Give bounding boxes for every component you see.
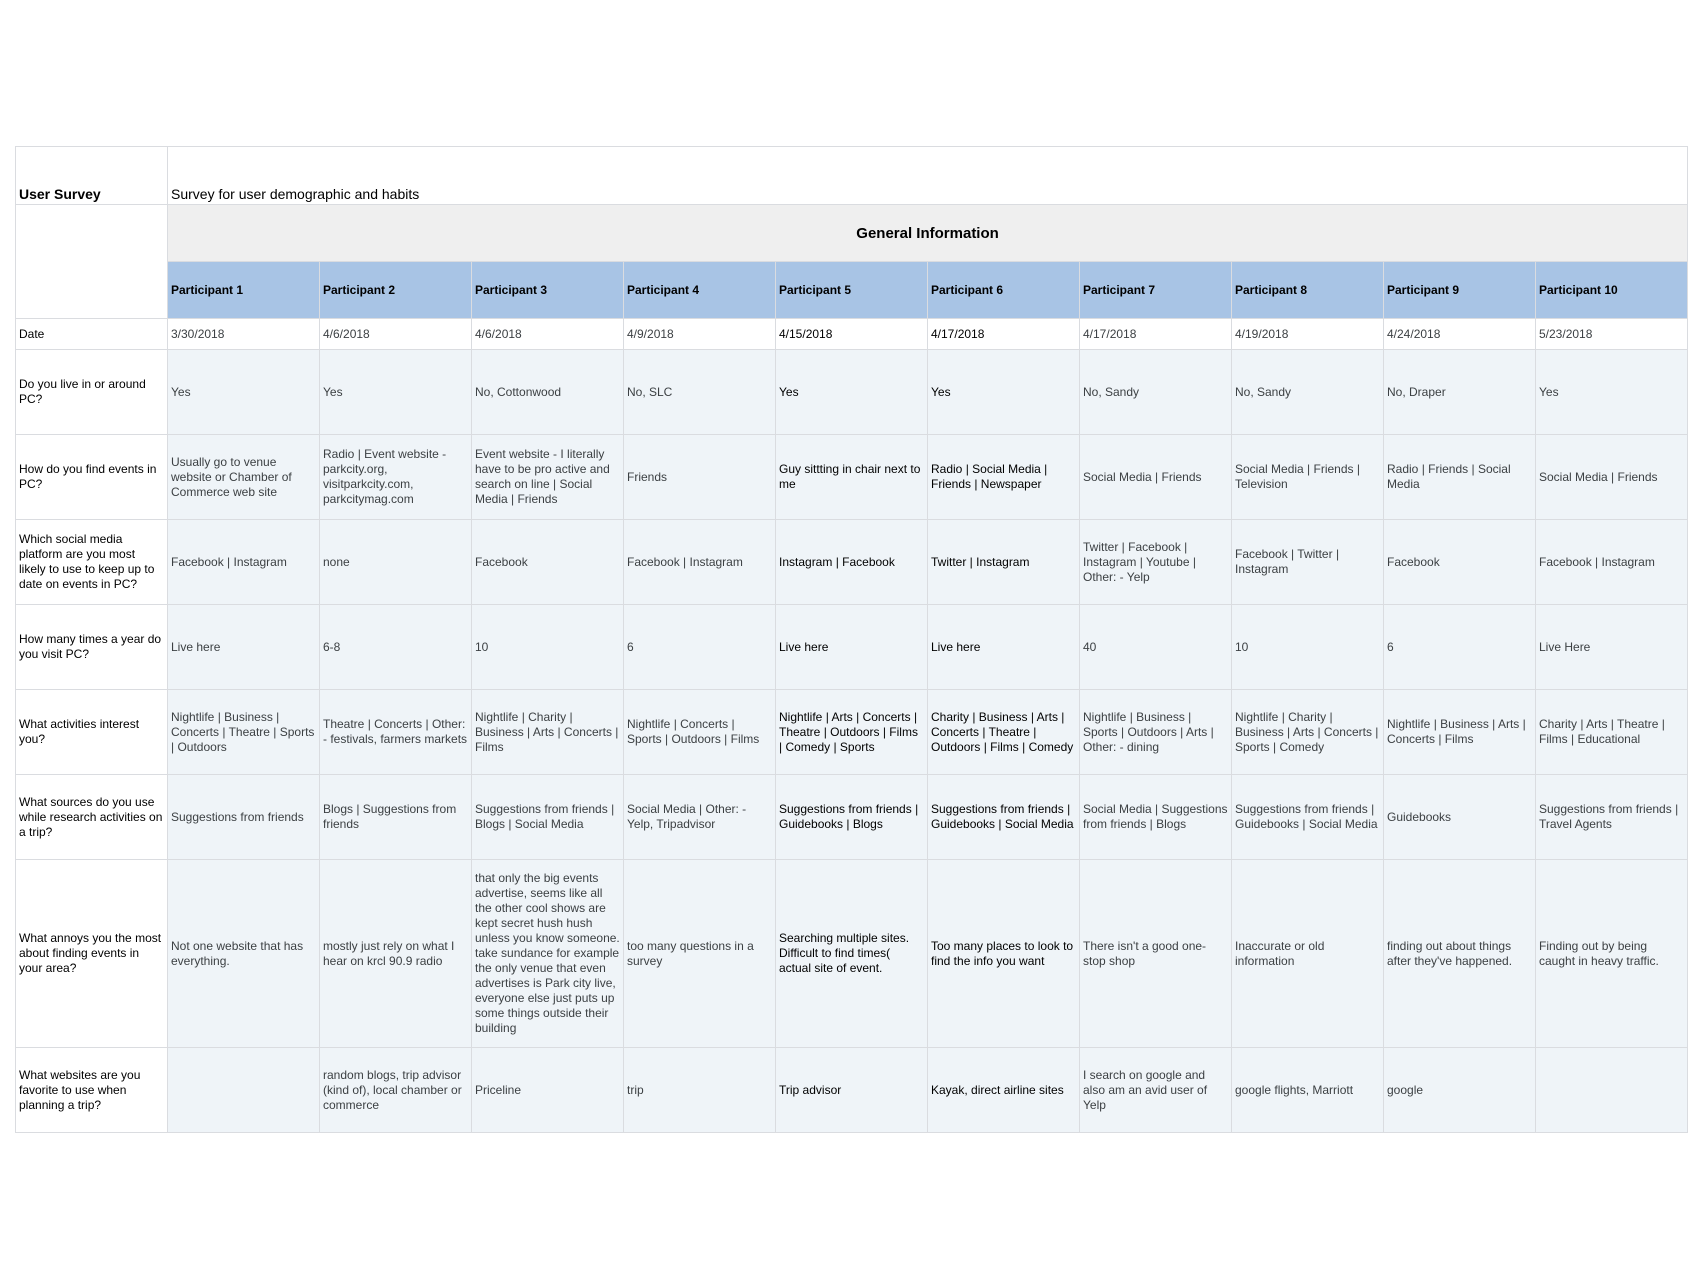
answer-cell: Social Media | Friends | Television bbox=[1232, 435, 1384, 520]
answer-cell: 40 bbox=[1080, 605, 1232, 690]
answer-cell: Facebook | Twitter | Instagram bbox=[1232, 520, 1384, 605]
table-row bbox=[16, 350, 1688, 435]
answer-cell: Social Media | Other: - Yelp, Tripadvisor bbox=[624, 775, 776, 860]
answer-cell: Radio | Event website - parkcity.org, visitparkcity.com, parkcitymag.com bbox=[320, 435, 472, 520]
participant-header-9: Participant 9 bbox=[1384, 262, 1536, 319]
answer-cell: trip bbox=[624, 1048, 776, 1133]
answer-cell: Suggestions from friends | Guidebooks | Social Media bbox=[928, 775, 1080, 860]
answer-cell: 3/30/2018 bbox=[168, 319, 320, 350]
table-row bbox=[16, 775, 1688, 860]
answer-cell: 4/9/2018 bbox=[624, 319, 776, 350]
answer-cell: Live Here bbox=[1536, 605, 1688, 690]
corner-cell bbox=[16, 205, 168, 319]
answer-cell: 4/19/2018 bbox=[1232, 319, 1384, 350]
answer-cell: 4/17/2018 bbox=[928, 319, 1080, 350]
answer-cell bbox=[168, 1048, 320, 1133]
answer-cell: Charity | Arts | Theatre | Films | Educational bbox=[1536, 690, 1688, 775]
section-header: General Information bbox=[168, 205, 1688, 262]
answer-cell: 5/23/2018 bbox=[1536, 319, 1688, 350]
answer-cell: Event website - I literally have to be pro active and search on line | Social Media | Friends bbox=[472, 435, 624, 520]
answer-cell: 10 bbox=[1232, 605, 1384, 690]
answer-cell: 10 bbox=[472, 605, 624, 690]
question-cell: Do you live in or around PC? bbox=[16, 350, 168, 435]
answer-cell: 4/6/2018 bbox=[320, 319, 472, 350]
table-row bbox=[16, 319, 1688, 350]
title-row bbox=[16, 147, 1688, 205]
answer-cell: Friends bbox=[624, 435, 776, 520]
answer-cell: Yes bbox=[320, 350, 472, 435]
answer-cell: Suggestions from friends bbox=[168, 775, 320, 860]
question-cell: What sources do you use while research activities on a trip? bbox=[16, 775, 168, 860]
answer-cell: Usually go to venue website or Chamber of Commerce web site bbox=[168, 435, 320, 520]
answer-cell: Nightlife | Business | Arts | Concerts | Films bbox=[1384, 690, 1536, 775]
answer-cell: Social Media | Friends bbox=[1536, 435, 1688, 520]
answer-cell: none bbox=[320, 520, 472, 605]
answer-cell: finding out about things after they've happened. bbox=[1384, 860, 1536, 1048]
table-row bbox=[16, 1048, 1688, 1133]
answer-cell: Radio | Social Media | Friends | Newspaper bbox=[928, 435, 1080, 520]
answer-cell: Kayak, direct airline sites bbox=[928, 1048, 1080, 1133]
answer-cell: No, Sandy bbox=[1232, 350, 1384, 435]
answer-cell: Nightlife | Business | Sports | Outdoors | Arts | Other: - dining bbox=[1080, 690, 1232, 775]
answer-cell: 4/15/2018 bbox=[776, 319, 928, 350]
answer-cell: Nightlife | Concerts | Sports | Outdoors | Films bbox=[624, 690, 776, 775]
question-cell: What websites are you favorite to use when planning a trip? bbox=[16, 1048, 168, 1133]
answer-cell: Nightlife | Business | Concerts | Theatre | Sports | Outdoors bbox=[168, 690, 320, 775]
question-cell: How many times a year do you visit PC? bbox=[16, 605, 168, 690]
answer-cell: Trip advisor bbox=[776, 1048, 928, 1133]
answer-cell: Social Media | Suggestions from friends | Blogs bbox=[1080, 775, 1232, 860]
answer-cell: 4/6/2018 bbox=[472, 319, 624, 350]
answer-cell: Inaccurate or old information bbox=[1232, 860, 1384, 1048]
participant-header-8: Participant 8 bbox=[1232, 262, 1384, 319]
answer-cell: There isn't a good one-stop shop bbox=[1080, 860, 1232, 1048]
answer-cell: Instagram | Facebook bbox=[776, 520, 928, 605]
survey-subtitle: Survey for user demographic and habits bbox=[168, 147, 1688, 205]
section-row bbox=[16, 205, 1688, 262]
answer-cell: Nightlife | Charity | Business | Arts | Concerts | Sports | Comedy bbox=[1232, 690, 1384, 775]
question-cell: What activities interest you? bbox=[16, 690, 168, 775]
answer-cell: 6-8 bbox=[320, 605, 472, 690]
answer-cell: random blogs, trip advisor (kind of), local chamber or commerce bbox=[320, 1048, 472, 1133]
answer-cell: Facebook | Instagram bbox=[168, 520, 320, 605]
answer-cell: Searching multiple sites. Difficult to find times( actual site of event. bbox=[776, 860, 928, 1048]
table-row bbox=[16, 520, 1688, 605]
participant-header-10: Participant 10 bbox=[1536, 262, 1688, 319]
table-row bbox=[16, 690, 1688, 775]
answer-cell: No, Draper bbox=[1384, 350, 1536, 435]
answer-cell: Radio | Friends | Social Media bbox=[1384, 435, 1536, 520]
question-cell: Date bbox=[16, 319, 168, 350]
participant-header-7: Participant 7 bbox=[1080, 262, 1232, 319]
answer-cell: Priceline bbox=[472, 1048, 624, 1133]
answer-cell: Suggestions from friends | Blogs | Social Media bbox=[472, 775, 624, 860]
answer-cell: Twitter | Instagram bbox=[928, 520, 1080, 605]
answer-cell: Facebook bbox=[1384, 520, 1536, 605]
answer-cell: google bbox=[1384, 1048, 1536, 1133]
answer-cell: 6 bbox=[624, 605, 776, 690]
answer-cell: Suggestions from friends | Guidebooks | Social Media bbox=[1232, 775, 1384, 860]
answer-cell: 4/17/2018 bbox=[1080, 319, 1232, 350]
survey-table bbox=[15, 146, 1688, 1133]
answer-cell: Yes bbox=[776, 350, 928, 435]
table-row bbox=[16, 860, 1688, 1048]
answer-cell: Suggestions from friends | Travel Agents bbox=[1536, 775, 1688, 860]
answer-cell: that only the big events advertise, seems like all the other cool shows are kept secret hush hush unless you know someone. take sundance for example the only venue that even advertises is Park city live, everyone else just puts up some things outside their building bbox=[472, 860, 624, 1048]
participant-header-2: Participant 2 bbox=[320, 262, 472, 319]
answer-cell: 6 bbox=[1384, 605, 1536, 690]
answer-cell: Yes bbox=[1536, 350, 1688, 435]
answer-cell: Charity | Business | Arts | Concerts | Theatre | Outdoors | Films | Comedy bbox=[928, 690, 1080, 775]
answer-cell bbox=[1536, 1048, 1688, 1133]
answer-cell: Guy sittting in chair next to me bbox=[776, 435, 928, 520]
participant-header-5: Participant 5 bbox=[776, 262, 928, 319]
participant-header-4: Participant 4 bbox=[624, 262, 776, 319]
answer-cell: Blogs | Suggestions from friends bbox=[320, 775, 472, 860]
participant-header-3: Participant 3 bbox=[472, 262, 624, 319]
answer-cell: mostly just rely on what I hear on krcl 90.9 radio bbox=[320, 860, 472, 1048]
answer-cell: Guidebooks bbox=[1384, 775, 1536, 860]
answer-cell: Facebook bbox=[472, 520, 624, 605]
answer-cell: No, SLC bbox=[624, 350, 776, 435]
question-cell: What annoys you the most about finding events in your area? bbox=[16, 860, 168, 1048]
answer-cell: No, Sandy bbox=[1080, 350, 1232, 435]
answer-cell: Finding out by being caught in heavy traffic. bbox=[1536, 860, 1688, 1048]
answer-cell: too many questions in a survey bbox=[624, 860, 776, 1048]
table-row bbox=[16, 435, 1688, 520]
survey-title: User Survey bbox=[16, 147, 168, 205]
answer-cell: Nightlife | Arts | Concerts | Theatre | Outdoors | Films | Comedy | Sports bbox=[776, 690, 928, 775]
answer-cell: Too many places to look to find the info you want bbox=[928, 860, 1080, 1048]
question-cell: How do you find events in PC? bbox=[16, 435, 168, 520]
answer-cell: Yes bbox=[168, 350, 320, 435]
participant-header-1: Participant 1 bbox=[168, 262, 320, 319]
answer-cell: Twitter | Facebook | Instagram | Youtube | Other: - Yelp bbox=[1080, 520, 1232, 605]
answer-cell: Facebook | Instagram bbox=[1536, 520, 1688, 605]
answer-cell: 4/24/2018 bbox=[1384, 319, 1536, 350]
answer-cell: Suggestions from friends | Guidebooks | Blogs bbox=[776, 775, 928, 860]
answer-cell: I search on google and also am an avid user of Yelp bbox=[1080, 1048, 1232, 1133]
answer-cell: No, Cottonwood bbox=[472, 350, 624, 435]
answer-cell: Facebook | Instagram bbox=[624, 520, 776, 605]
answer-cell: Live here bbox=[168, 605, 320, 690]
answer-cell: Nightlife | Charity | Business | Arts | Concerts | Films bbox=[472, 690, 624, 775]
answer-cell: Live here bbox=[928, 605, 1080, 690]
answer-cell: Not one website that has everything. bbox=[168, 860, 320, 1048]
participant-header-row bbox=[16, 262, 1688, 319]
question-cell: Which social media platform are you most likely to use to keep up to date on events in PC? bbox=[16, 520, 168, 605]
answer-cell: google flights, Marriott bbox=[1232, 1048, 1384, 1133]
answer-cell: Theatre | Concerts | Other: - festivals, farmers markets bbox=[320, 690, 472, 775]
participant-header-6: Participant 6 bbox=[928, 262, 1080, 319]
answer-cell: Social Media | Friends bbox=[1080, 435, 1232, 520]
answer-cell: Live here bbox=[776, 605, 928, 690]
answer-cell: Yes bbox=[928, 350, 1080, 435]
table-row bbox=[16, 605, 1688, 690]
